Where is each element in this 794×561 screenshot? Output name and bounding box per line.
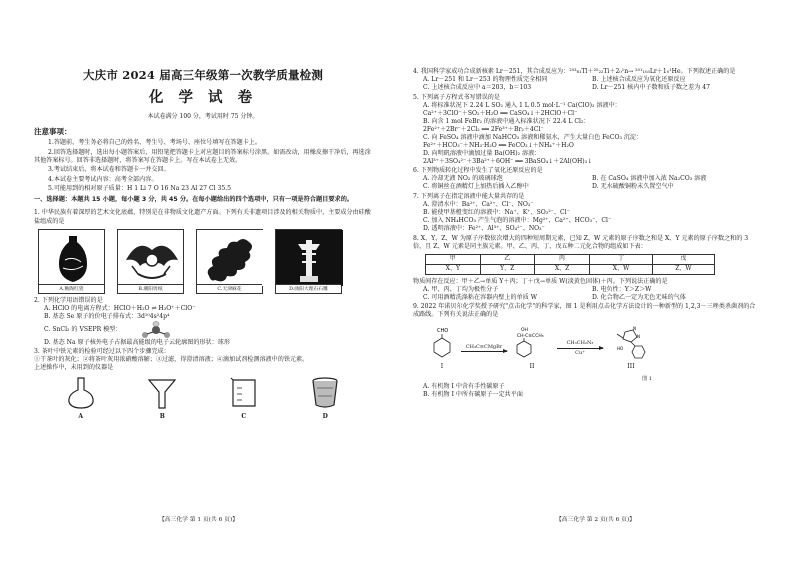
- q6-stem: 6. 下列物质转化过程中发生了氧化还原反应的是: [413, 167, 543, 175]
- q5-line: B. 向含 1 mol FeBr₂ 的溶液中通入标准状况下 22.4 L Cl₂：: [423, 117, 590, 125]
- apparatus-label: D: [322, 413, 328, 421]
- q5-line: 2Fe²⁺＋2Br⁻＋2Cl₂ ══ 2Fe³⁺＋Br₂＋4Cl⁻: [423, 125, 544, 133]
- exam-meta: 本试卷满分 100 分，考试用时 75 分钟。: [147, 113, 259, 121]
- table-header-cell: 甲: [426, 254, 481, 264]
- image-mahua: [196, 229, 263, 294]
- q8-option-row: [413, 286, 761, 294]
- table-cell: X、Z: [534, 264, 589, 274]
- q4-option: A. Lr－251 和 Lr－253 的物理性质完全相同: [423, 76, 548, 84]
- image-caption: D.曲阳大理石石雕: [276, 284, 341, 293]
- right-column: [413, 68, 761, 401]
- table-cell: X、W: [590, 264, 653, 274]
- q5-line: Fe²⁺＋HCO₃⁻＋NH₃·H₂O ══ FeCO₃↓＋NH₄⁺＋H₂O: [423, 141, 574, 149]
- apparatus-d: [295, 376, 355, 421]
- table-row: [426, 264, 715, 274]
- q5-stem: 5. 下列离子方程式书写错误的是: [413, 93, 500, 101]
- reagent-label: CH₃C≡CMgBr: [465, 343, 503, 350]
- question-7: [413, 193, 761, 233]
- compound-1: [431, 326, 453, 371]
- apparatus-label: B: [159, 413, 165, 421]
- compound-label: II: [529, 362, 535, 370]
- page-footer-right: 【高三化学 第 2 页(共 6 页)】: [555, 517, 636, 524]
- notice-item: 2.回答选择题时，选出每小题答案后，用铅笔把答题卡上对应题目的答案标号涂黑。如需改动，用橡皮擦干净后，再选涂其他答案标号。回答非选择题时，将答案写在答题卡上。写在本试卷上无效。: [34, 148, 371, 164]
- q4-option: C. 上述核合成反应中 a＝203，b＝103: [423, 84, 532, 92]
- q6-option-row: [413, 183, 761, 191]
- notice-block: [34, 127, 372, 193]
- q8-option: C. 可用酒精洗涤粘在容器内壁上的单质 W: [423, 293, 538, 301]
- q4-option-row: [413, 84, 761, 92]
- flask-icon: [66, 376, 96, 410]
- compound-2: [515, 326, 549, 371]
- reaction-arrow-2: [557, 340, 603, 356]
- image-stone-carving: [275, 229, 342, 294]
- svg-text:HO: HO: [617, 345, 624, 351]
- image-caption: C.天津麻花: [197, 284, 262, 293]
- q3-ask: 上述操作中，未用到的仪器是: [34, 364, 114, 372]
- compound-label: III: [627, 362, 635, 370]
- reaction-arrow-1: [461, 344, 507, 354]
- apparatus-c: [214, 376, 274, 421]
- question-1: [34, 209, 372, 293]
- q2-option-c-text: C. SnCl₂ 的 VSEPR 模型：: [44, 325, 122, 333]
- apparatus-b: [132, 376, 192, 421]
- q4-option-row: [413, 76, 761, 84]
- q2-stem: 2. 下列化学用语错误的是: [34, 296, 103, 304]
- q1-stem: 1. 中华民族有着深厚的艺术文化底蕴，特别是在非物质文化遗产方面。下列有关非遗项目涉及的相关物质中，主要成分由硅酸盐组成的是: [34, 209, 371, 225]
- q5-line: 2Al³⁺＋3SO₄²⁻＋3Ba²⁺＋6OH⁻ ══ 3BaSO₄↓＋2Al(OH)₃↓: [423, 157, 593, 165]
- q8-stem: 8. X、Y、Z、W 为原子序数依次增大的四种短周期元素，已知 Z、W 元素的原子序数之和是 X、Y 元素的原子序数之和的 3 倍，且 Z、W 元素是同主族元素。甲、乙、丙、丁、戊五种二元化合物的组成如下表：: [413, 234, 749, 250]
- notice-item: 5.可能用到的相对原子质量：H 1 Li 7 O 16 Na 23 Al 27 Cl 35.5: [48, 185, 232, 193]
- svg-text:CH-C≡CCH₃: CH-C≡CCH₃: [517, 333, 544, 339]
- left-column: [34, 68, 372, 423]
- q1-images: [34, 229, 372, 294]
- compound-label: I: [440, 362, 444, 370]
- reagent-label: Cu⁺: [575, 349, 585, 356]
- q8-relation: 物质间存在反应：甲＋乙→单质 Y＋丙；丁＋戊→单质 W(淡黄色固体)＋丙。下列说法正确的是: [413, 277, 668, 285]
- page-footer-left: 【高三化学 第 1 页(共 6 页)】: [158, 517, 239, 524]
- q8-option: A. 甲、丙、丁均为极性分子: [423, 285, 499, 293]
- table-header-cell: 丁: [590, 254, 653, 264]
- q8-option-row: [413, 294, 761, 302]
- question-9: [413, 303, 761, 399]
- q7-stem: 7. 下列离子在指定溶液中能大量共存的是: [413, 192, 525, 200]
- notice-item: 3.考试结束后，将本试卷和答题卡一并交回。: [48, 166, 170, 174]
- question-2: [34, 297, 372, 347]
- notice-heading: 注意事项：: [34, 127, 72, 137]
- q3-stem: 3. 茶叶中铁元素的检验可经过以下四个步骤完成：: [34, 348, 170, 356]
- q3-apparatus: [34, 376, 372, 421]
- apparatus-label: A: [78, 413, 84, 421]
- question-5: [413, 94, 761, 166]
- q3-steps: ①干茶叶的灰化；②将茶叶灰用浓硝酸溶解；③过滤，得澄清溶液；④滴加试剂检测溶液中的铁元素。: [34, 356, 309, 364]
- svg-text:N: N: [633, 325, 636, 331]
- figure-caption: 图 1: [642, 376, 652, 383]
- q2-option: A. HClO 的电离方程式：HClO＋H₂O ⇌ H₃O⁺＋ClO⁻: [44, 304, 196, 312]
- q4-stem: 4. 我国科学家成功合成新核素 Lr－251，其合成反应为：²⁰³₈₁Tl＋²⁵₂₂Ti＋2₀¹n→ ²⁵¹₁₀₃Lr＋1₀¹He。下列叙述正确的是: [413, 68, 736, 75]
- table-cell: Z、W: [652, 264, 714, 274]
- question-3: [34, 348, 372, 421]
- q8-option: D. 化合物乙一定为无色无味的气体: [592, 293, 686, 301]
- q8-option: B. 电负性：Y＞Z＞W: [592, 285, 652, 293]
- crucible-icon: [310, 376, 340, 410]
- triazole-structure-icon: [611, 326, 651, 360]
- image-caption: A.釉陶红瓷: [39, 284, 104, 293]
- q4-option: D. Lr－251 核内中子数和质子数之差为 47: [592, 84, 710, 92]
- q7-option: C. 加入 NH₄HCO₃ 产生气泡的溶液中：Mg²⁺、Ca²⁺、HCO₃⁻、Cl⁻: [423, 217, 612, 225]
- q2-option: D. 基态 Na 原子核外电子占据最高能级的电子云轮廓图的形状：球形: [44, 338, 230, 346]
- q7-option: B. 能使甲基橙变红的溶液中：Na⁺、K⁺、SO₃²⁻、Cl⁻: [423, 209, 570, 217]
- q8-table: [425, 254, 715, 275]
- benzaldehyde-structure-icon: [431, 326, 453, 360]
- svg-text:OH: OH: [521, 327, 528, 333]
- funnel-icon: [147, 376, 177, 410]
- question-8: [413, 235, 761, 302]
- q6-option: B. 在 CaSO₄ 溶液中加入浓 Na₂CO₃ 溶液: [592, 175, 707, 183]
- q7-option: D. 透明溶液中：Fe²⁺、Al³⁺、SO₄²⁻、NO₃⁻: [423, 225, 545, 233]
- image-vase: [38, 229, 105, 294]
- apparatus-label: C: [241, 413, 247, 421]
- q6-option: D. 无水硫酸铜粉末久置空气中: [592, 183, 674, 191]
- q4-option: B. 上述核合成反应为氧化还原反应: [592, 76, 686, 84]
- svg-text:N: N: [637, 333, 640, 339]
- beaker-icon: [229, 376, 259, 410]
- q9-option: A. 有机物 I 中含有手性碳原子: [423, 382, 505, 390]
- table-header-cell: 乙: [480, 254, 534, 264]
- subject-title: 化 学 试 卷: [148, 89, 258, 107]
- section-heading: 一、选择题：本题共 15 小题，每小题 3 分，共 45 分。在每小题给出的四个选项中，只有一项是符合题目要求的。: [34, 196, 354, 204]
- alkynol-structure-icon: [515, 326, 549, 360]
- q2-option-c: [34, 321, 372, 339]
- vsepr-model-icon: [139, 321, 173, 339]
- page-right: [397, 0, 794, 561]
- image-caption: B.潮阳剪纸: [118, 284, 183, 293]
- q2-option: B. 基态 Se 原子的价电子排布式：3d¹⁰4s²4p⁴: [44, 312, 170, 320]
- notice-item: 1.答题前，考生务必将自己的姓名、考生号、考场号、座位号填写在答题卡上。: [48, 139, 262, 147]
- table-header-cell: 丙: [534, 254, 589, 264]
- table-header-row: [426, 254, 715, 264]
- q6-option: A. 冷却无液 NO₂ 的玻璃球泡: [423, 175, 503, 183]
- q5-line: D. 向明矾溶液中滴加过量 Ba(OH)₂ 溶液：: [423, 149, 541, 157]
- table-cell: X、Y: [426, 264, 481, 274]
- q9-scheme: [431, 322, 761, 374]
- image-papercut: [117, 229, 184, 294]
- compound-3: [611, 326, 651, 371]
- apparatus-a: [51, 376, 111, 421]
- q7-option: A. 澄清水中：Ba²⁺、Ca²⁺、Cl⁻、NO₃⁻: [423, 201, 534, 208]
- question-6: [413, 167, 761, 191]
- q9-stem: 9. 2022 年诺贝尔化学奖授予研究"点击化学"的科学家，图 1 是利用点击化学方法设计的一种新型的 1,2,3－三唑类杀菌剂的合成路线。下列有关说法正确的是: [413, 303, 756, 319]
- exam-title: 大庆市 2024 届高三年级第一次教学质量检测: [82, 68, 324, 82]
- question-4: [413, 68, 761, 92]
- q6-option: C. 将铜丝在酒精灯上加热后插入乙醇中: [423, 183, 529, 191]
- q5-line: A. 将标准状况下 2.24 L SO₂ 通入 1 L 0.5 mol·L⁻¹ Ca(ClO)₂ 溶液中：: [423, 101, 621, 109]
- table-cell: Y、Z: [480, 264, 534, 274]
- q9-option: B. 有机物 I 中所有碳原子一定共平面: [423, 390, 523, 398]
- svg-text:CHO: CHO: [437, 327, 449, 334]
- q5-line: C. 向 FeSO₄ 溶液中滴加 NaHCO₃ 溶液和稀氨水，产生大量白色 FeCO₃ 沉淀：: [423, 133, 643, 141]
- table-header-cell: 戊: [652, 254, 714, 264]
- reagent-label: CH₃CH₂N₃: [566, 340, 594, 347]
- q5-line: Ca²⁺＋3ClO⁻＋SO₂＋H₂O ══ CaSO₄↓＋2HClO＋Cl⁻: [423, 109, 578, 117]
- notice-item: 4.本试卷主要考试内容：高考全部内容。: [48, 175, 158, 183]
